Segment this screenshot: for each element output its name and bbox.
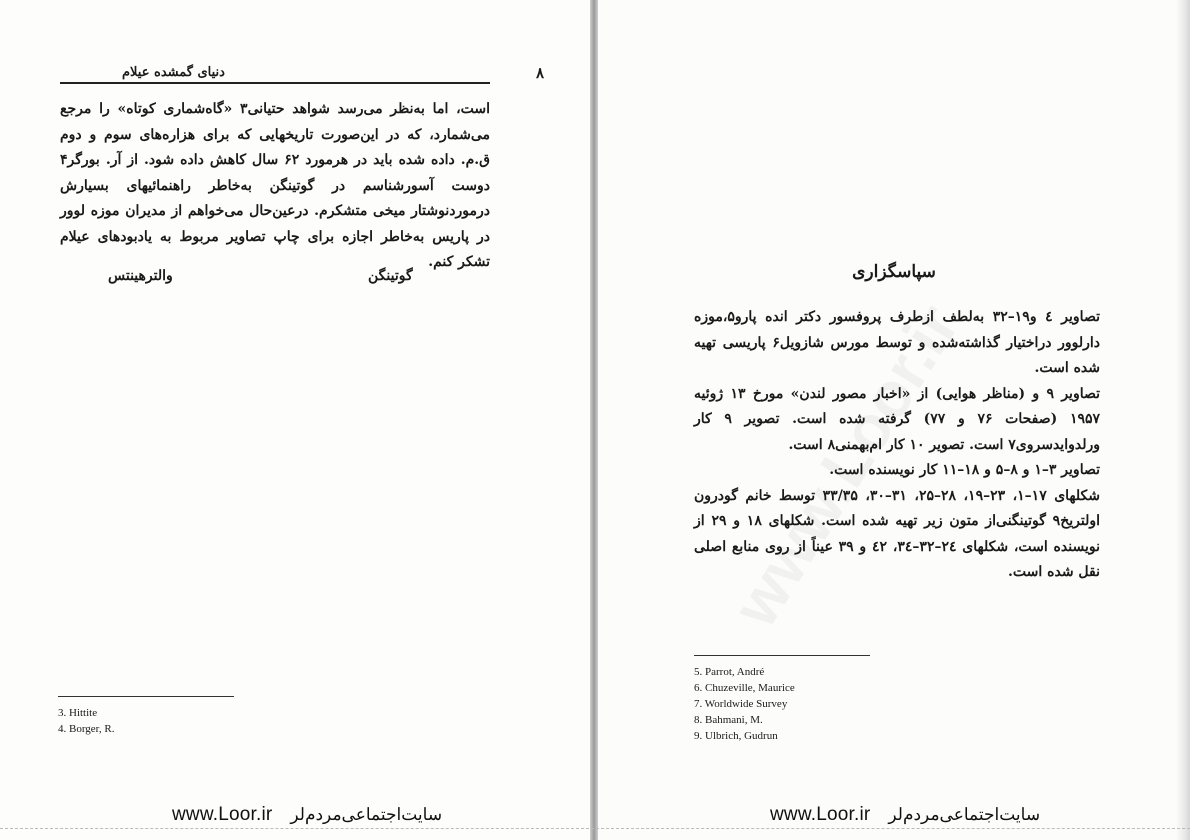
right-page — [598, 0, 1190, 840]
left-page — [0, 0, 590, 840]
footnotes — [58, 705, 115, 737]
watermark — [172, 800, 442, 830]
footnote-rule — [694, 655, 870, 656]
scan-edge — [0, 828, 1190, 829]
footnote: 9. Ulbrich, Gudrun — [694, 730, 778, 742]
footnote: 5. Parrot, André — [694, 666, 765, 678]
paragraph: تصاویر ۹ و (مناظر هوایی) از «اخبار مصور لندن» مورخ ۱۳ ژوئیه ۱۹۵۷ (صفحات ۷۶ و ۷۷) گرفته شده است. تصویر ۹ کار ورلدوایدسروی۷ است. تصویر ۱۰ کار ام‌بهمنی۸ است. — [694, 385, 1101, 453]
footnote: 3. Hittite — [58, 707, 98, 719]
watermark-text: سایت‌اجتماعی‌مردم‌لر — [290, 805, 443, 824]
footnote: 6. Chuzeville, Maurice — [694, 682, 795, 694]
running-head — [60, 62, 545, 84]
footnote: 7. Worldwide Survey — [694, 698, 788, 710]
page-edge — [1176, 0, 1190, 840]
watermark-url: www.Loor.ir — [770, 804, 871, 825]
signature-place: گوتینگن — [368, 268, 413, 284]
footnote-rule — [58, 696, 234, 697]
watermark-url: www.Loor.ir — [172, 804, 273, 825]
book-title: دنیای گمشده عیلام — [122, 65, 225, 80]
footnote: 4. Borger, R. — [58, 723, 115, 735]
footnotes — [694, 664, 795, 744]
page-number: ۸ — [536, 64, 545, 82]
paragraph: شکلهای ۱۷–۱، ۲۳–۱۹، ۲۸–۲۵، ۳۱–۳۰، ۳۳/۳۵ توسط خانم گودرون اولتریخ۹ گوتینگنی‌از متون زیر تهیه شده است. شکلهای ۱۸ و ۲۹ از نویسنده است، شکلهای ۲٤–۳۲–۳٤، ٤۲ و ۳۹ عیناً از روی منابع اصلی نقل شده است. — [694, 487, 1101, 580]
watermark-text: سایت‌اجتماعی‌مردم‌لر — [888, 805, 1041, 824]
body-paragraph: است، اما به‌نظر می‌رسد شواهد حتیانی۳ «گاه‌شماری کوتاه» را مرجع می‌شمارد، که در این‌صورت تاریخهایی که برای هزاره‌های سوم و دوم ق.م. داده شده باید در هرمورد ۶۲ سال کاهش داده شود. از آر. بورگر۴ دوست آسورشناسم در گوتینگن به‌خاطر راهنمائیهای بسیارش درموردنوشتار میخی متشکرم. درعین‌حال می‌خواهم از مدیران موزه لوور در پاریس به‌خاطر اجازه برای چاپ تصاویر مربوط به یادبودهای عیلام تشکر کنم. — [60, 101, 490, 270]
footnote: 8. Bahmani, M. — [694, 714, 763, 726]
watermark — [770, 800, 1040, 830]
section-heading: سپاسگزاری — [852, 262, 936, 282]
header-rule — [60, 82, 490, 84]
signature-name: والترهینتس — [108, 268, 173, 284]
book-gutter — [590, 0, 598, 840]
paragraph: تصاویر ٤ و١٩–٣٢ به‌لطف ازطرف پروفسور دکتر انده پارو۵،موزه دارلوور دراختیار گذاشته‌شده و توسط مورس شازویل۶ پاریسی تهیه شده است. — [694, 309, 1100, 376]
acknowledgements-body — [694, 305, 1114, 586]
paragraph: تصاویر ۳–۱ و ۸–۵ و ۱۸–۱۱ کار نویسنده است. — [829, 462, 1100, 478]
